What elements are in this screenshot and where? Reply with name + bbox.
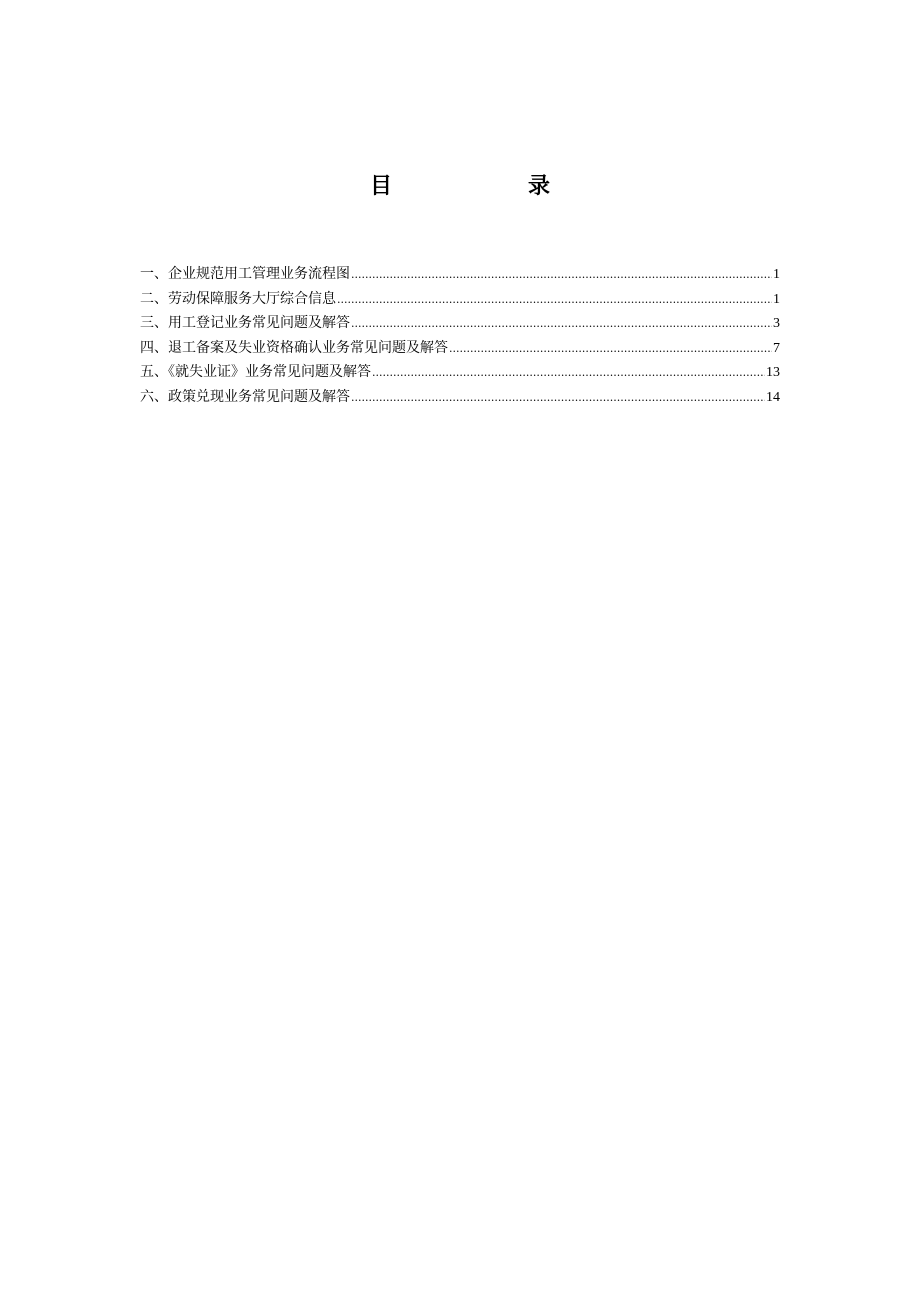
toc-dot-leader [351,263,772,287]
toc-entry[interactable] [140,287,780,312]
toc-page-number: 14 [766,389,780,405]
toc-page-number: 3 [773,316,780,331]
toc-dot-leader [449,337,772,361]
toc-page-number: 1 [773,291,780,307]
toc-entry-text: 五、《就失业证》业务常见问题及解答 [140,364,371,380]
toc-title-char-1: 目 [370,174,393,199]
toc-dot-leader [351,312,772,336]
toc-entry-text: 六、政策兑现业务常见问题及解答 [140,388,350,405]
toc-dot-leader [351,386,765,410]
toc-page-number: 1 [773,267,780,282]
toc-title [0,172,920,202]
toc-entry[interactable] [140,262,780,287]
toc-page-number: 13 [766,365,780,380]
toc-dot-leader [372,361,765,385]
toc-entry[interactable] [140,385,780,410]
toc-list [140,262,780,409]
toc-title-char-2: 录 [527,174,550,199]
toc-entry[interactable] [140,311,780,336]
toc-entry-text: 一、企业规范用工管理业务流程图 [140,266,350,282]
toc-entry[interactable] [140,360,780,385]
toc-entry-text: 三、用工登记业务常见问题及解答 [140,315,350,331]
toc-entry-text: 二、劳动保障服务大厅综合信息 [140,290,336,307]
toc-entry-text: 四、退工备案及失业资格确认业务常见问题及解答 [140,339,448,356]
toc-page-number: 7 [773,340,780,356]
toc-dot-leader [337,288,772,312]
toc-entry[interactable] [140,336,780,361]
